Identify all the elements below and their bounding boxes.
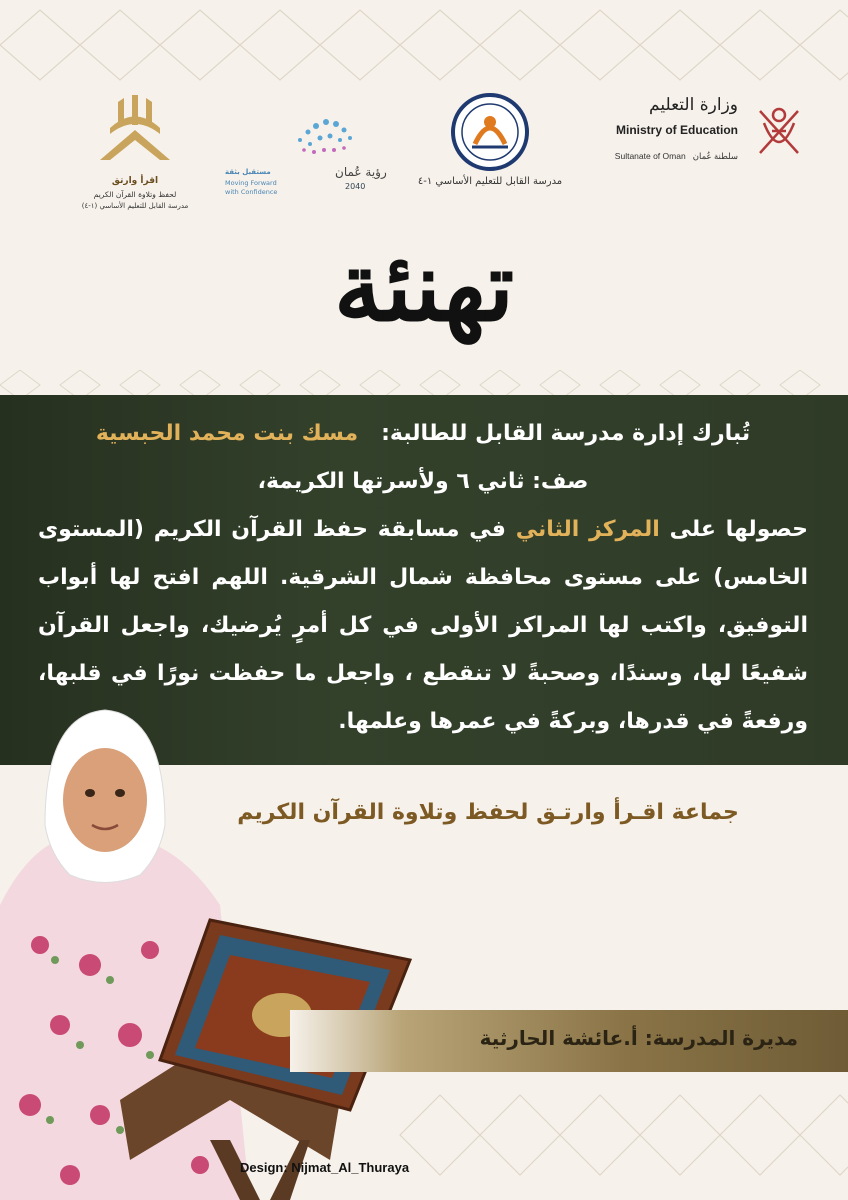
school-name: مدرسة القابل للتعليم الأساسي ١-٤	[417, 176, 563, 187]
oman-emblem-icon	[750, 101, 808, 163]
ministry-name-ar: وزارة التعليم	[649, 95, 738, 115]
iqra-name: اقرأ وارتق	[111, 176, 159, 186]
ministry-logo	[598, 95, 808, 175]
iqra-club-logo	[70, 90, 200, 230]
intro-line	[38, 410, 808, 458]
vision-2040-logo	[225, 110, 395, 200]
page-title: تهنئة	[333, 230, 515, 343]
vision-year: 2040	[345, 182, 366, 191]
top-pattern	[0, 0, 848, 90]
grade-line: صف: ثاني ٦ ولأسرتها الكريمة،	[257, 469, 589, 494]
principal-name: مديرة المدرسة: أ.عائشة الحارثية	[479, 1026, 798, 1050]
sultanate-label	[615, 151, 738, 162]
achievement-pre: حصولها على	[669, 517, 809, 542]
design-credit: Design: Nijmat_Al_Thuraya	[240, 1160, 410, 1175]
vision-tag-en2: with Confidence	[225, 188, 278, 196]
iqra-line2: مدرسة القابل للتعليم الأساسي (١-٤)	[81, 202, 189, 210]
prayer-text: اللهم افتح لها أبواب التوفيق، واكتب لها المراكز الأولى في كل أمرٍ يُرضيك، واجعل القرآن شفيعًا لها، وسندًا، وصحبةً لا تنقطع ، واجعل ما حفظت نورًا في قلبها، ورفعةً في قدرها، وبركةً في عمرها وعلمها.	[38, 565, 808, 734]
intro-text: تُبارك إدارة مدرسة القابل للطالبة:	[381, 421, 751, 446]
iqra-line1: لحفظ وتلاوة القرآن الكريم	[93, 190, 177, 199]
book-stand-icon	[90, 90, 180, 170]
vision-tag-en1: Moving Forward	[225, 179, 277, 187]
ministry-name-en: Ministry of Education	[615, 123, 738, 137]
club-name: جماعة اقـرأ وارتـق لحفظ وتلاوة القرآن الكريم	[237, 800, 739, 825]
student-name: مسك بنت محمد الحبسية	[95, 421, 359, 446]
school-logo	[410, 92, 570, 202]
vision-tag-ar: مستقبل بثقة	[225, 168, 271, 176]
message-text	[38, 410, 808, 746]
school-emblem-icon	[450, 92, 530, 172]
achievement-rank: المركز الثاني	[515, 517, 660, 542]
sultanate-en: Sultanate of Oman	[614, 151, 686, 161]
vision-swirl-icon	[280, 110, 370, 165]
achievement-post: في مسابقة حفظ القرآن الكريم (المستوى الخامس) على مستوى محافظة شمال الشرقية.	[38, 517, 808, 590]
sultanate-ar: سلطنة عُمان	[692, 151, 738, 161]
vision-name: رؤية عُمان	[335, 165, 387, 179]
principal-band	[290, 1010, 848, 1072]
